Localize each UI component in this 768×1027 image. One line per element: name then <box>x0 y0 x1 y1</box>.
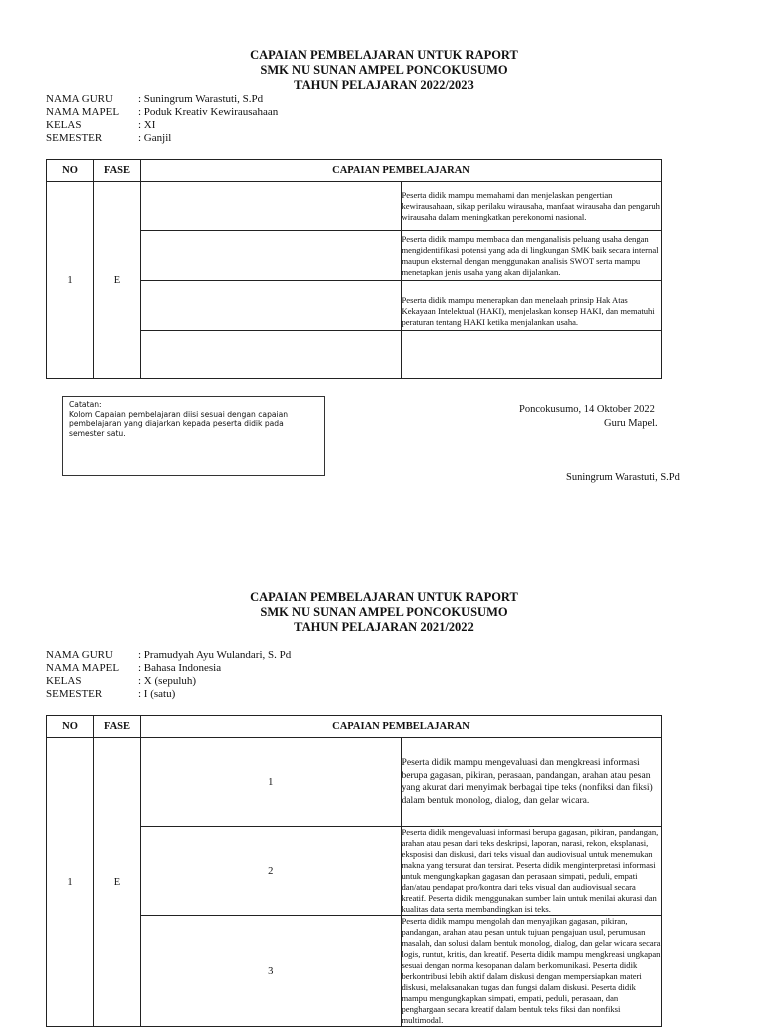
info-value: : Suningrum Warastuti, S.Pd <box>138 93 264 105</box>
info-label: NAMA MAPEL <box>46 662 120 674</box>
info-row-semester <box>46 132 278 145</box>
title-line: TAHUN PELAJARAN 2022/2023 <box>294 78 474 92</box>
header-fase: FASE <box>94 160 141 182</box>
cell-item-number <box>141 331 402 379</box>
info-value: : I (satu) <box>138 688 176 700</box>
title-line: SMK NU SUNAN AMPEL PONCOKUSUMO <box>260 605 508 619</box>
info-label: NAMA GURU <box>46 93 113 105</box>
info-row-kelas <box>46 675 291 688</box>
cell-item-number: 2 <box>141 827 402 916</box>
document-2 <box>0 570 768 1025</box>
header-capaian: CAPAIAN PEMBELAJARAN <box>141 716 662 738</box>
info-row-mapel <box>46 106 278 119</box>
info-value: : Ganjil <box>138 132 172 144</box>
teacher-info <box>46 649 291 701</box>
document-title <box>0 570 768 635</box>
header-no: NO <box>47 160 94 182</box>
table-header-row <box>47 160 662 182</box>
cell-outcome-text: Peserta didik mampu menerapkan dan menelaah prinsip Hak Atas Kekayaan Intelektual (HAKI), menjelaskan konsep HAKI, dan mematuhi peraturan tentang HAKI ketika menjalankan usaha. <box>401 281 662 331</box>
cell-item-number: 3 <box>141 916 402 1027</box>
cell-outcome-text: Peserta didik mampu membaca dan menganalisis peluang usaha dengan mengidentifikasi potensi yang ada di lingkungan SMK baik secara internal maupun eksternal dengan menggunakan analisis SWOT serta mampu menetapkan jenis usaha yang akan dijalankan. <box>401 231 662 281</box>
cell-outcome-text: Peserta didik mampu mengolah dan menyajikan gagasan, pikiran, pandangan, arahan atau pesan untuk tujuan pengajuan usul, perumusan masalah, dan solusi dalam bentuk monolog, dialog, dan gelar wicara secara logis, runtut, kritis, dan kreatif. Peserta didik mampu mengkreasi ungkapan sesuai dengan norma kesopanan dalam berkomunikasi. Peserta didik berkontribusi lebih aktif dalam diskusi dengan mempersiapkan materi diskusi, melaksanakan tugas dan fungsi dalam diskusi. Peserta didik mampu mengungkapkan simpati, empati, peduli, perasaan, dan penghargaan secara kreatif dalam bentuk teks fiksi dan nonfiksi multimodal. <box>401 916 661 1025</box>
cell-outcome-text <box>401 331 662 379</box>
header-fase: FASE <box>94 716 141 738</box>
info-row-kelas <box>46 119 278 132</box>
info-label: SEMESTER <box>46 132 103 144</box>
notes-body: Kolom Capaian pembelajaran diisi sesuai dengan capaian pembelajaran yang diajarkan kepada peserta didik pada semester satu. <box>69 409 289 438</box>
title-line: SMK NU SUNAN AMPEL PONCOKUSUMO <box>260 63 508 77</box>
info-row-semester <box>46 688 291 701</box>
signature-place-date: Poncokusumo, 14 Oktober 2022 <box>519 404 655 415</box>
cell-item-number <box>141 182 402 231</box>
learning-outcomes-table <box>46 159 662 379</box>
info-label: SEMESTER <box>46 688 103 700</box>
cell-fase: E <box>94 738 141 1027</box>
info-label: KELAS <box>46 119 82 131</box>
info-row-mapel <box>46 662 291 675</box>
info-label: KELAS <box>46 675 82 687</box>
signature-name: Suningrum Warastuti, S.Pd <box>566 472 680 483</box>
table-row <box>47 182 662 231</box>
title-line: TAHUN PELAJARAN 2021/2022 <box>294 620 474 634</box>
teacher-info <box>46 93 278 145</box>
table-header-row <box>47 716 662 738</box>
title-line: CAPAIAN PEMBELAJARAN UNTUK RAPORT <box>250 590 518 604</box>
info-label: NAMA GURU <box>46 649 113 661</box>
document-1 <box>0 0 768 483</box>
info-label: NAMA MAPEL <box>46 106 120 118</box>
cell-item-number <box>141 281 402 331</box>
cell-no: 1 <box>47 738 94 1027</box>
info-row-guru <box>46 649 291 662</box>
cell-fase: E <box>94 182 141 379</box>
info-value: : X (sepuluh) <box>138 675 197 687</box>
title-line: CAPAIAN PEMBELAJARAN UNTUK RAPORT <box>250 48 518 62</box>
cell-outcome-text: Peserta didik mampu mengevaluasi dan mengkreasi informasi berupa gagasan, pikiran, perasaan, pandangan, arahan atau pesan yang akurat dari menyimak berbagai tipe teks (nonfiksi dan fiksi) dalam bentuk monolog, dialog, dan gelar wicara. <box>401 738 662 827</box>
info-value: : Bahasa Indonesia <box>138 662 222 674</box>
header-no: NO <box>47 716 94 738</box>
cell-outcome-text: Peserta didik mampu memahami dan menjelaskan pengertian kewirausahaan, sikap perilaku wirausaha, manfaat wirausaha dan pengaruh wirausaha dalam meningkatkan perekonomi nasional. <box>401 182 662 231</box>
cell-item-number: 1 <box>141 738 402 827</box>
cell-item-number <box>141 231 402 281</box>
info-value: : Poduk Kreativ Kewirausahaan <box>138 106 279 118</box>
notes-box <box>62 396 325 476</box>
table-row <box>47 738 662 827</box>
cell-outcome-text: Peserta didik mengevaluasi informasi berupa gagasan, pikiran, pandangan, arahan atau pesan dari teks deskripsi, laporan, narasi, rekon, eksplanasi, eksposisi dan diskusi, dari teks visual dan audiovisual untuk menemukan makna yang tersurat dan tersirat. Peserta didik menginterpretasi informasi untuk mengungkapkan gagasan dan perasaan simpati, peduli, empati dan/atau pendapat pro/kontra dari teks visual dan audiovisual secara kreatif. Peserta didik menggunakan sumber lain untuk menilai akurasi dan kualitas data serta membandingkan isi teks. <box>401 827 662 916</box>
header-capaian: CAPAIAN PEMBELAJARAN <box>141 160 662 182</box>
info-value: : XI <box>138 119 156 131</box>
info-value: : Pramudyah Ayu Wulandari, S. Pd <box>138 649 292 661</box>
document-title <box>0 0 768 93</box>
signature-role: Guru Mapel. <box>604 418 658 429</box>
info-row-guru <box>46 93 278 106</box>
cell-no: 1 <box>47 182 94 379</box>
notes-heading: Catatan: <box>69 400 102 409</box>
learning-outcomes-table <box>46 715 662 1027</box>
